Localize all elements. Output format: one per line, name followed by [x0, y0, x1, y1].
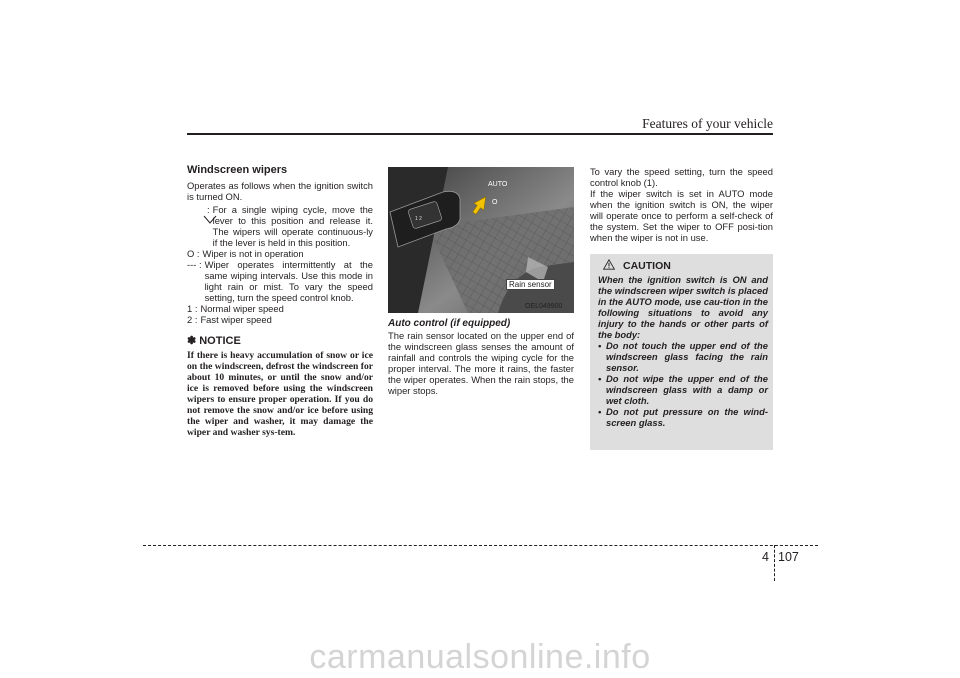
- caution-bullet: Do not wipe the upper end of the windscreen glass with a damp or wet cloth.: [606, 373, 768, 406]
- header-rule: [187, 133, 773, 135]
- notice-icon: ✽: [187, 335, 197, 347]
- list-item: [187, 303, 373, 314]
- list-item: [187, 259, 373, 303]
- notice-body: If there is heavy accumulation of snow or ice on the windscreen, defrost the windscreen for about 10 minutes, or until the snow and/or ice is removed before using the windscreen wipers to ensure proper operation. If you do not remove the snow and/or ice before using the wiper and washer, it may damage the wiper and washer sys-tem.: [187, 350, 373, 438]
- watermark: carmanualsonline.info: [309, 638, 651, 676]
- page-header-title: Features of your vehicle: [642, 116, 773, 131]
- list-item-text: Normal wiper speed: [200, 303, 284, 314]
- footer-rule: [143, 545, 818, 546]
- svg-text:1 2: 1 2: [415, 216, 422, 222]
- list-item-key: 2 :: [187, 314, 198, 325]
- page-number-separator: [774, 545, 775, 581]
- caution-title: CAUTION: [623, 259, 671, 272]
- rain-sensor-label: Rain sensor: [506, 279, 555, 290]
- page-number: 107: [778, 550, 799, 564]
- list-item-text: Fast wiper speed: [200, 314, 272, 325]
- speed-setting-text: To vary the speed setting, turn the speed control knob (1).: [590, 166, 773, 188]
- caution-box: [590, 254, 773, 450]
- warning-triangle-icon: [603, 259, 615, 273]
- caution-bullet: Do not touch the upper end of the windscreen glass facing the rain sensor.: [606, 340, 768, 373]
- left-column: [187, 165, 373, 438]
- off-label: O: [492, 199, 498, 206]
- list-item-key: O :: [187, 248, 200, 259]
- auto-control-title: Auto control (if equipped): [388, 318, 511, 329]
- v-mist-icon: [187, 204, 207, 248]
- caution-list: [598, 340, 768, 428]
- caution-body: When the ignition switch is ON and the windscreen wiper switch is placed in the AUTO mode, use cau-tion in the following situations to avoid any injury to the hands or other parts of the body:: [598, 274, 768, 340]
- caution-bullet: Do not put pressure on the wind-screen glass.: [606, 406, 768, 428]
- wiper-lever-illustration: [388, 167, 574, 313]
- notice-heading: [187, 336, 373, 347]
- auto-label: AUTO: [488, 181, 508, 188]
- right-column: [590, 166, 773, 243]
- middle-column: [388, 318, 574, 396]
- list-item-key: 1 :: [187, 303, 198, 314]
- wiper-lever-figure: [388, 167, 574, 313]
- list-item: [187, 204, 373, 248]
- auto-mode-text: If the wiper switch is set in AUTO mode when the ignition switch is ON, the wiper will operate once to perform a self-check of the system. Set the wiper to OFF posi-tion when the wiper is not in use.: [590, 188, 773, 243]
- list-item-key: :: [207, 204, 210, 215]
- list-item: • Do not touch the upper end of the windscreen glass facing the rain sensor.: [598, 340, 768, 373]
- list-item-text: Wiper operates intermittently at the same wiping intervals. Use this mode in light rain or mist. To vary the speed setting, turn the speed control knob.: [204, 259, 373, 303]
- list-item: • Do not put pressure on the wind-screen glass.: [598, 406, 768, 428]
- list-item-key: --- :: [187, 259, 202, 270]
- intro-text: Operates as follows when the ignition switch is turned ON.: [187, 180, 373, 202]
- list-item: • Do not wipe the upper end of the windscreen glass with a damp or wet cloth.: [598, 373, 768, 406]
- caution-heading: [603, 259, 768, 273]
- list-item: [187, 248, 373, 259]
- list-item: [187, 314, 373, 325]
- chapter-number: 4: [762, 550, 769, 564]
- figure-code: OEL049900: [525, 303, 563, 310]
- list-item-text: For a single wiping cycle, move the lever to this position and release it. The wipers will operate continuous-ly if the lever is held in this position.: [212, 204, 373, 248]
- section-title: Windscreen wipers: [187, 164, 288, 176]
- list-item-text: Wiper is not in operation: [202, 248, 304, 259]
- auto-control-body: The rain sensor located on the upper end of the windscreen glass senses the amount of rainfall and controls the wiping cycle for the proper interval. The more it rains, the faster the wiper operates. When the rain stops, the wiper stops.: [388, 330, 574, 396]
- notice-title: NOTICE: [199, 335, 241, 347]
